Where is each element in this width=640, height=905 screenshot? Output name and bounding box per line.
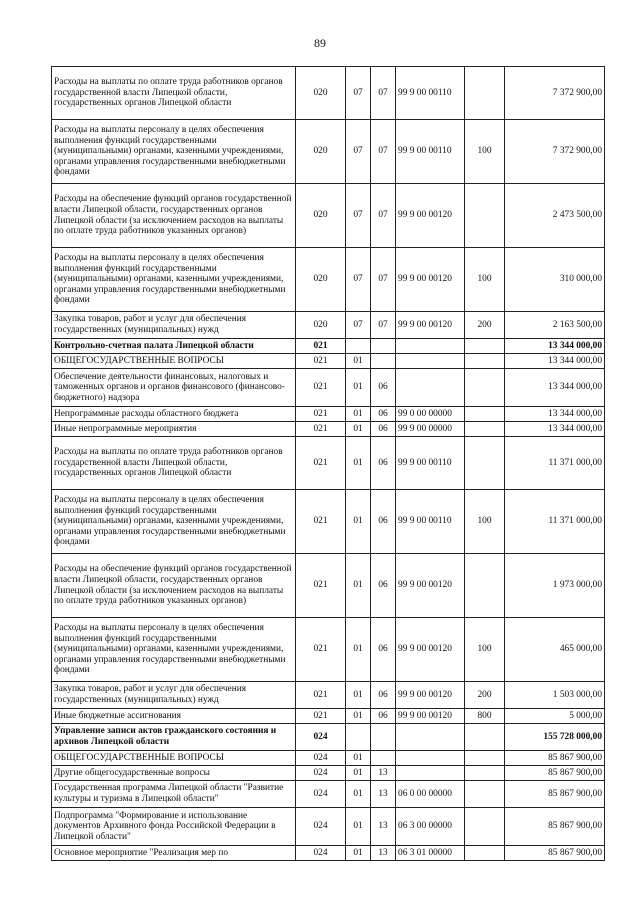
row-section: 01: [346, 369, 371, 407]
row-target-article: [396, 766, 465, 781]
row-expense-type: [465, 354, 505, 369]
row-name: Расходы на выплаты по оплате труда работников органов государственной власти Липецкой области, государственных органов Липецкой области: [52, 437, 296, 490]
row-target-article: 99 9 00 00120: [396, 554, 465, 618]
row-code: 020: [296, 184, 346, 248]
row-code: 024: [296, 766, 346, 781]
row-amount: 11 371 000,00: [505, 437, 605, 490]
table-row: [52, 751, 605, 766]
row-subsection: 06: [371, 490, 396, 554]
row-subsection: 07: [371, 120, 396, 184]
row-expense-type: [465, 437, 505, 490]
row-target-article: 99 9 00 00120: [396, 709, 465, 724]
row-code: 021: [296, 437, 346, 490]
row-subsection: 13: [371, 766, 396, 781]
row-target-article: 99 9 00 00110: [396, 490, 465, 554]
row-amount: 85 867 900,00: [505, 781, 605, 808]
row-expense-type: [465, 407, 505, 422]
row-code: 024: [296, 724, 346, 751]
row-expense-type: 200: [465, 682, 505, 709]
row-target-article: [396, 724, 465, 751]
row-expense-type: [465, 781, 505, 808]
page-number: 89: [314, 36, 326, 50]
table-row: [52, 554, 605, 618]
row-code: 020: [296, 312, 346, 339]
row-name: Расходы на выплаты персоналу в целях обеспечения выполнения функций государственными (муниципальными) органами, казенными учреждениями, органами управления государственными внебюджетными фондами: [52, 490, 296, 554]
row-subsection: 06: [371, 437, 396, 490]
row-subsection: [371, 724, 396, 751]
row-code: 021: [296, 618, 346, 682]
row-code: 021: [296, 354, 346, 369]
row-section: [346, 724, 371, 751]
row-section: 01: [346, 781, 371, 808]
row-amount: 310 000,00: [505, 248, 605, 312]
row-code: 021: [296, 369, 346, 407]
row-section: 07: [346, 67, 371, 120]
row-expense-type: [465, 67, 505, 120]
row-amount: 13 344 000,00: [505, 354, 605, 369]
row-subsection: [371, 751, 396, 766]
row-section: 01: [346, 846, 371, 861]
row-subsection: 13: [371, 846, 396, 861]
row-section: 07: [346, 120, 371, 184]
row-subsection: [371, 339, 396, 354]
table-row: [52, 407, 605, 422]
row-code: 024: [296, 751, 346, 766]
row-name: Основное мероприятие "Реализация мер по: [52, 846, 296, 861]
row-expense-type: 200: [465, 312, 505, 339]
row-target-article: 99 9 00 00120: [396, 248, 465, 312]
row-target-article: [396, 369, 465, 407]
row-target-article: 06 3 01 00000: [396, 846, 465, 861]
row-amount: 85 867 900,00: [505, 751, 605, 766]
table-row: [52, 120, 605, 184]
row-name: Расходы на выплаты персоналу в целях обеспечения выполнения функций государственными (муниципальными) органами, казенными учреждениями, органами управления государственными внебюджетными фондами: [52, 618, 296, 682]
row-code: 021: [296, 422, 346, 437]
row-target-article: 99 9 00 00000: [396, 422, 465, 437]
row-amount: 5 000,00: [505, 709, 605, 724]
table-row: [52, 781, 605, 808]
row-target-article: 99 9 00 00120: [396, 618, 465, 682]
row-subsection: 07: [371, 312, 396, 339]
row-code: 020: [296, 67, 346, 120]
row-name: Расходы на выплаты персоналу в целях обеспечения выполнения функций государственными (муниципальными) органами, казенными учреждениями, органами управления государственными внебюджетными фондами: [52, 248, 296, 312]
row-target-article: 99 9 00 00120: [396, 184, 465, 248]
row-target-article: 99 9 00 00120: [396, 682, 465, 709]
row-section: 01: [346, 808, 371, 846]
row-section: 07: [346, 184, 371, 248]
row-expense-type: [465, 808, 505, 846]
row-name: Иные бюджетные ассигнования: [52, 709, 296, 724]
row-target-article: 99 9 00 00110: [396, 120, 465, 184]
row-amount: 7 372 900,00: [505, 120, 605, 184]
table-row: [52, 846, 605, 861]
row-code: 021: [296, 339, 346, 354]
row-expense-type: [465, 766, 505, 781]
row-expense-type: [465, 846, 505, 861]
row-section: 07: [346, 248, 371, 312]
table-row: [52, 709, 605, 724]
row-subsection: 06: [371, 682, 396, 709]
row-name: Непрограммные расходы областного бюджета: [52, 407, 296, 422]
row-section: 01: [346, 709, 371, 724]
row-code: 021: [296, 682, 346, 709]
table-row: [52, 618, 605, 682]
row-name: Закупка товаров, работ и услуг для обеспечения государственных (муниципальных) нужд: [52, 312, 296, 339]
row-name: Расходы на обеспечение функций органов государственной власти Липецкой области, государственных органов Липецкой области (за исключением расходов на выплаты по оплате труда работников указанных органов): [52, 184, 296, 248]
row-amount: 85 867 900,00: [505, 766, 605, 781]
table-row: [52, 682, 605, 709]
row-subsection: 07: [371, 184, 396, 248]
row-expense-type: [465, 339, 505, 354]
row-section: 07: [346, 312, 371, 339]
row-amount: 155 728 000,00: [505, 724, 605, 751]
row-section: 01: [346, 682, 371, 709]
row-target-article: 06 3 00 00000: [396, 808, 465, 846]
row-expense-type: [465, 184, 505, 248]
table-row: [52, 437, 605, 490]
row-code: 021: [296, 407, 346, 422]
row-name: Другие общегосударственные вопросы: [52, 766, 296, 781]
row-expense-type: [465, 554, 505, 618]
row-name: Управление записи актов гражданского состояния и архивов Липецкой области: [52, 724, 296, 751]
table-row: [52, 369, 605, 407]
row-subsection: 13: [371, 781, 396, 808]
row-target-article: 99 9 00 00110: [396, 67, 465, 120]
row-code: 021: [296, 490, 346, 554]
row-subsection: 06: [371, 554, 396, 618]
row-subsection: [371, 354, 396, 369]
row-amount: 13 344 000,00: [505, 369, 605, 407]
table-row: [52, 354, 605, 369]
row-section: 01: [346, 422, 371, 437]
row-target-article: 99 9 00 00120: [396, 312, 465, 339]
row-amount: 1 503 000,00: [505, 682, 605, 709]
row-target-article: 99 0 00 00000: [396, 407, 465, 422]
row-expense-type: [465, 724, 505, 751]
row-code: 021: [296, 554, 346, 618]
row-name: ОБЩЕГОСУДАРСТВЕННЫЕ ВОПРОСЫ: [52, 354, 296, 369]
row-subsection: 06: [371, 422, 396, 437]
table-row: [52, 312, 605, 339]
row-amount: 13 344 000,00: [505, 407, 605, 422]
row-target-article: [396, 354, 465, 369]
row-expense-type: 100: [465, 248, 505, 312]
table-row: [52, 766, 605, 781]
row-section: 01: [346, 554, 371, 618]
row-target-article: 99 9 00 00110: [396, 437, 465, 490]
row-name: Расходы на выплаты по оплате труда работников органов государственной власти Липецкой области, государственных органов Липецкой области: [52, 67, 296, 120]
budget-table: [51, 66, 605, 861]
table-row: [52, 490, 605, 554]
table-row: [52, 67, 605, 120]
budget-table-body: [52, 67, 605, 861]
table-row: [52, 724, 605, 751]
row-amount: 85 867 900,00: [505, 846, 605, 861]
row-amount: 7 372 900,00: [505, 67, 605, 120]
row-section: 01: [346, 618, 371, 682]
row-section: 01: [346, 766, 371, 781]
row-section: 01: [346, 437, 371, 490]
table-row: [52, 184, 605, 248]
row-expense-type: 100: [465, 490, 505, 554]
row-name: Закупка товаров, работ и услуг для обеспечения государственных (муниципальных) нужд: [52, 682, 296, 709]
row-amount: 13 344 000,00: [505, 422, 605, 437]
row-name: Расходы на обеспечение функций органов государственной власти Липецкой области, государственных органов Липецкой области (за исключением расходов на выплаты по оплате труда работников указанных органов): [52, 554, 296, 618]
row-section: [346, 339, 371, 354]
row-amount: 465 000,00: [505, 618, 605, 682]
row-name: Обеспечение деятельности финансовых, налоговых и таможенных органов и органов финансового (финансово-бюджетного) надзора: [52, 369, 296, 407]
row-section: 01: [346, 354, 371, 369]
row-subsection: 07: [371, 248, 396, 312]
row-amount: 1 973 000,00: [505, 554, 605, 618]
row-name: Государственная программа Липецкой области "Развитие культуры и туризма в Липецкой области": [52, 781, 296, 808]
row-subsection: 06: [371, 407, 396, 422]
row-expense-type: 100: [465, 120, 505, 184]
row-code: 024: [296, 808, 346, 846]
row-amount: 11 371 000,00: [505, 490, 605, 554]
row-amount: 85 867 900,00: [505, 808, 605, 846]
row-amount: 2 473 500,00: [505, 184, 605, 248]
row-expense-type: [465, 751, 505, 766]
table-row: [52, 248, 605, 312]
row-target-article: [396, 339, 465, 354]
row-name: Расходы на выплаты персоналу в целях обеспечения выполнения функций государственными (муниципальными) органами, казенными учреждениями, органами управления государственными внебюджетными фондами: [52, 120, 296, 184]
row-expense-type: [465, 422, 505, 437]
row-code: 021: [296, 709, 346, 724]
row-target-article: [396, 751, 465, 766]
row-code: 020: [296, 120, 346, 184]
row-expense-type: 800: [465, 709, 505, 724]
row-amount: 13 344 000,00: [505, 339, 605, 354]
row-name: Контрольно-счетная палата Липецкой области: [52, 339, 296, 354]
row-code: 020: [296, 248, 346, 312]
row-subsection: 06: [371, 709, 396, 724]
row-expense-type: 100: [465, 618, 505, 682]
table-row: [52, 422, 605, 437]
row-target-article: 06 0 00 00000: [396, 781, 465, 808]
row-expense-type: [465, 369, 505, 407]
table-row: [52, 339, 605, 354]
row-subsection: 06: [371, 618, 396, 682]
row-code: 024: [296, 781, 346, 808]
row-amount: 2 163 500,00: [505, 312, 605, 339]
row-section: 01: [346, 490, 371, 554]
row-subsection: 07: [371, 67, 396, 120]
row-name: Подпрограмма "Формирование и использование документов Архивного фонда Российской Федерации в Липецкой области": [52, 808, 296, 846]
row-name: ОБЩЕГОСУДАРСТВЕННЫЕ ВОПРОСЫ: [52, 751, 296, 766]
table-row: [52, 808, 605, 846]
row-subsection: 13: [371, 808, 396, 846]
row-section: 01: [346, 751, 371, 766]
row-code: 024: [296, 846, 346, 861]
row-section: 01: [346, 407, 371, 422]
row-name: Иные непрограммные мероприятия: [52, 422, 296, 437]
row-subsection: 06: [371, 369, 396, 407]
